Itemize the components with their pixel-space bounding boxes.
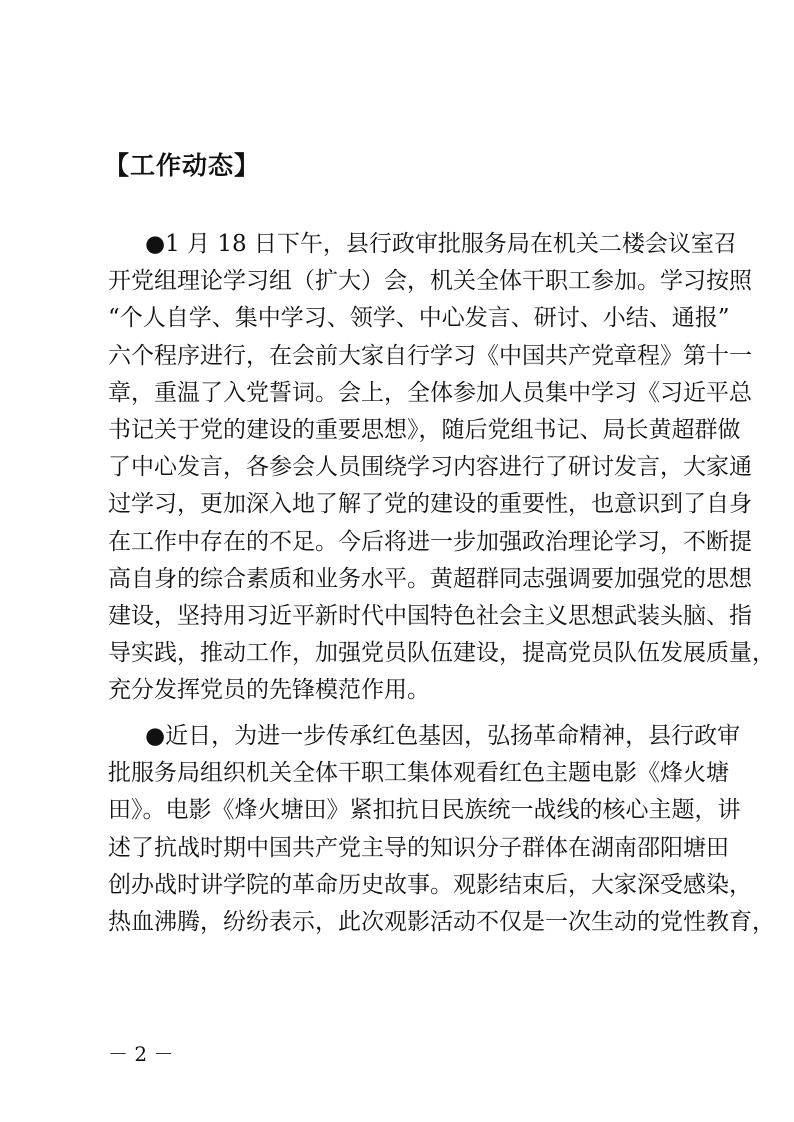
text-line: 六个程序进行，在会前大家自行学习《中国共产党章程》第十一 <box>108 342 752 369</box>
page-number: － 2 － <box>108 1042 174 1066</box>
text-line: 批服务局组织机关全体干职工集体观看红色主题电影《烽火塘 <box>108 760 729 787</box>
text-line: 热血沸腾，纷纷表示，此次观影活动不仅是一次生动的党性教育， <box>108 908 775 935</box>
text-line: “个人自学、集中学习、领学、中心发言、研讨、小结、通报” <box>108 305 730 332</box>
text-line: 创办战时讲学院的革命历史故事。观影结束后，大家深受感染， <box>108 871 752 898</box>
text-line: 充分发挥党员的先锋模范作用。 <box>108 677 430 704</box>
text-line: 高自身的综合素质和业务水平。黄超群同志强调要加强党的思想 <box>108 565 752 592</box>
text-line: 开党组理论学习组（扩大）会，机关全体干职工参加。学习按照 <box>108 268 752 295</box>
text-line: 述了抗战时期中国共产党主导的知识分子群体在湖南邵阳塘田 <box>108 834 729 861</box>
text-line: 导实践，推动工作，加强党员队伍建设，提高党员队伍发展质量， <box>108 640 775 667</box>
text-line: 在工作中存在的不足。今后将进一步加强政治理论学习，不断提 <box>108 528 752 555</box>
text-line: 书记关于党的建设的重要思想》，随后党组书记、局长黄超群做 <box>108 416 741 443</box>
paragraph-work-news-2 <box>108 718 775 941</box>
text-line: 过学习，更加深入地了解了党的建设的重要性，也意识到了自身 <box>108 491 752 518</box>
paragraph-work-news-1 <box>108 226 775 709</box>
text-line: ●1 月 18 日下午，县行政审批服务局在机关二楼会议室召 <box>145 231 737 257</box>
text-line: ●近日，为进一步传承红色基因，弘扬革命精神，县行政审 <box>145 723 741 749</box>
section-heading: 【工作动态】 <box>104 151 261 180</box>
text-line: 田》。电影《烽火塘田》紧扣抗日民族统一战线的核心主题，讲 <box>108 797 741 824</box>
text-line: 章，重温了入党誓词。会上，全体参加人员集中学习《习近平总 <box>108 379 752 406</box>
text-line: 了中心发言，各参会人员围绕学习内容进行了研讨发言，大家通 <box>108 454 752 481</box>
text-line: 建设，坚持用习近平新时代中国特色社会主义思想武装头脑、指 <box>108 602 752 629</box>
